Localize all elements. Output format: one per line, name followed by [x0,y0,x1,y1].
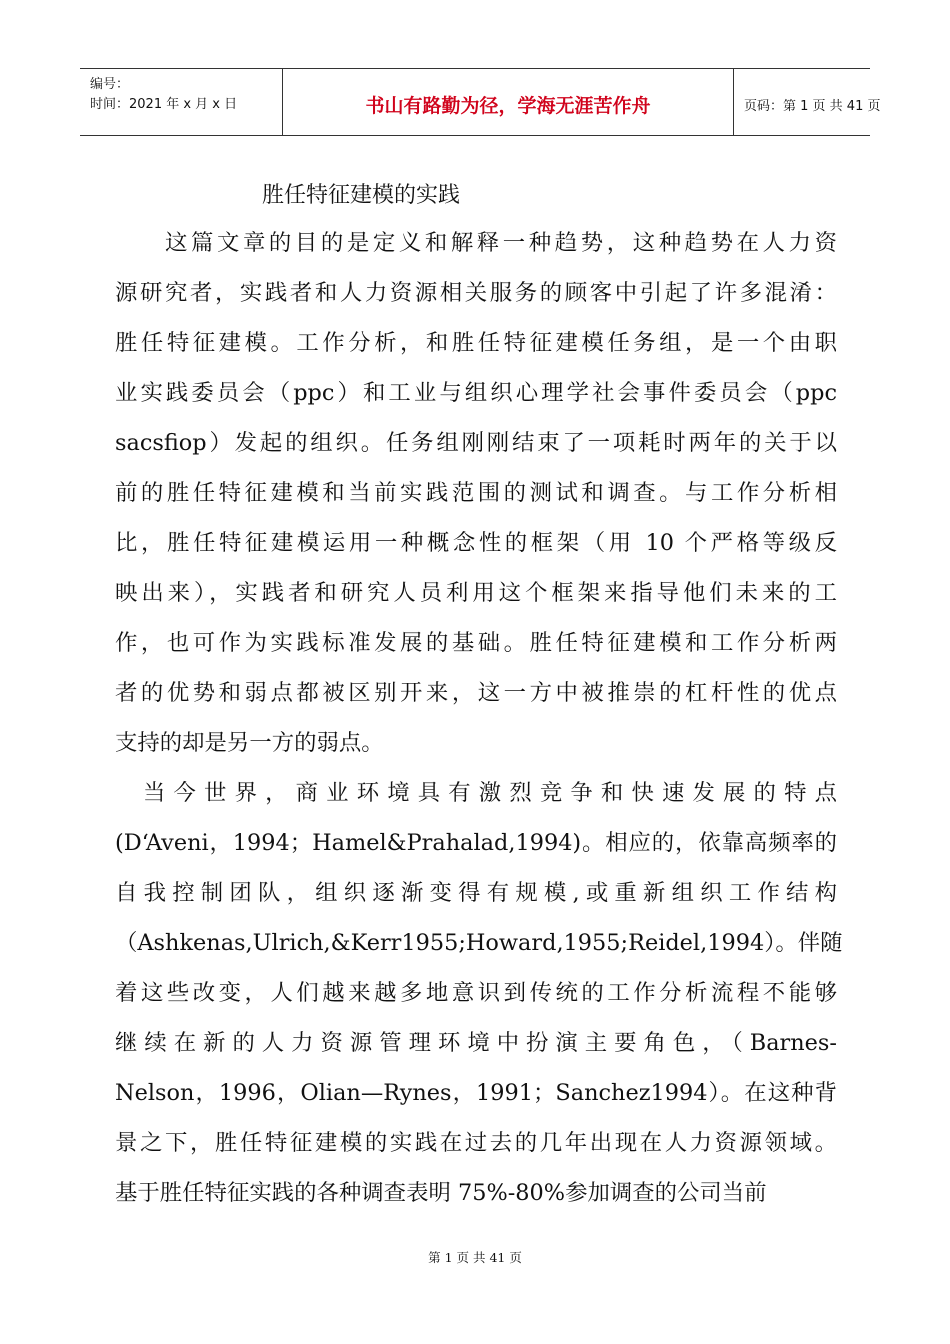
header-middle-cell [282,69,734,135]
text-line: 当今世界，商业环境具有激烈竞争和快速发展的特点 [143,780,837,806]
text-line: 自我控制团队，组织逐渐变得有规模,或重新组织工作结构 [115,880,837,906]
header-left-cell [80,69,282,135]
text-line: 作，也可作为实践标准发展的基础。胜任特征建模和工作分析两 [115,630,837,656]
text-line: 源研究者，实践者和人力资源相关服务的顾客中引起了许多混淆： [115,280,837,306]
header-right-cell [734,69,881,135]
paragraph-1 [115,218,837,768]
paragraph-2 [115,768,843,1218]
text-line: 景之下，胜任特征建模的实践在过去的几年出现在人力资源领域。 [115,1130,837,1156]
text-line: 业实践委员会（ppc）和工业与组织心理学社会事件委员会（ppc [115,380,837,406]
text-line: 着这些改变，人们越来越多地意识到传统的工作分析流程不能够 [115,980,837,1006]
text-line: 映出来），实践者和研究人员利用这个框架来指导他们未来的工 [115,580,837,606]
text-line: 前的胜任特征建模和当前实践范围的测试和调查。与工作分析相 [115,480,837,506]
text-line: 比，胜任特征建模运用一种概念性的框架（用 10 个严格等级反 [115,530,837,556]
text-line: 胜任特征建模。工作分析，和胜任特征建模任务组，是一个由职 [115,330,837,356]
time-label: 时间：2021 年 x 月 x 日 [90,97,238,112]
text-line: sacsfiop）发起的组织。任务组刚刚结束了一项耗时两年的关于以 [115,430,837,456]
text-line: （Ashkenas,Ulrich,&Kerr1955;Howard,1955;Reidel,1994）。伴随 [115,930,843,956]
page-info: 页码：第 1 页 共 41 页 [744,99,881,114]
code-label: 编号： [90,77,130,92]
header-table [80,68,881,136]
motto: 书山有路勤为径，学海无涯苦作舟 [365,95,651,117]
text-line: (D‘Aveni，1994；Hamel&Prahalad,1994)。相应的，依靠高频率的 [115,830,837,856]
document-title: 胜任特征建模的实践 [262,183,461,208]
text-line: 这篇文章的目的是定义和解释一种趋势，这种趋势在人力资 [165,230,837,256]
text-line: 支持的却是另一方的弱点。 [115,730,384,756]
page-footer: 第 1 页 共 41 页 [428,1250,522,1265]
text-line: 基于胜任特征实践的各种调查表明 75%-80%参加调查的公司当前 [115,1180,767,1206]
text-line: 继续在新的人力资源管理环境中扮演主要角色，（Barnes- [115,1030,837,1056]
text-line: 者的优势和弱点都被区别开来，这一方中被推崇的杠杆性的优点 [115,680,837,706]
text-line: Nelson，1996，Olian—Rynes，1991；Sanchez1994）。在这种背 [115,1080,837,1106]
